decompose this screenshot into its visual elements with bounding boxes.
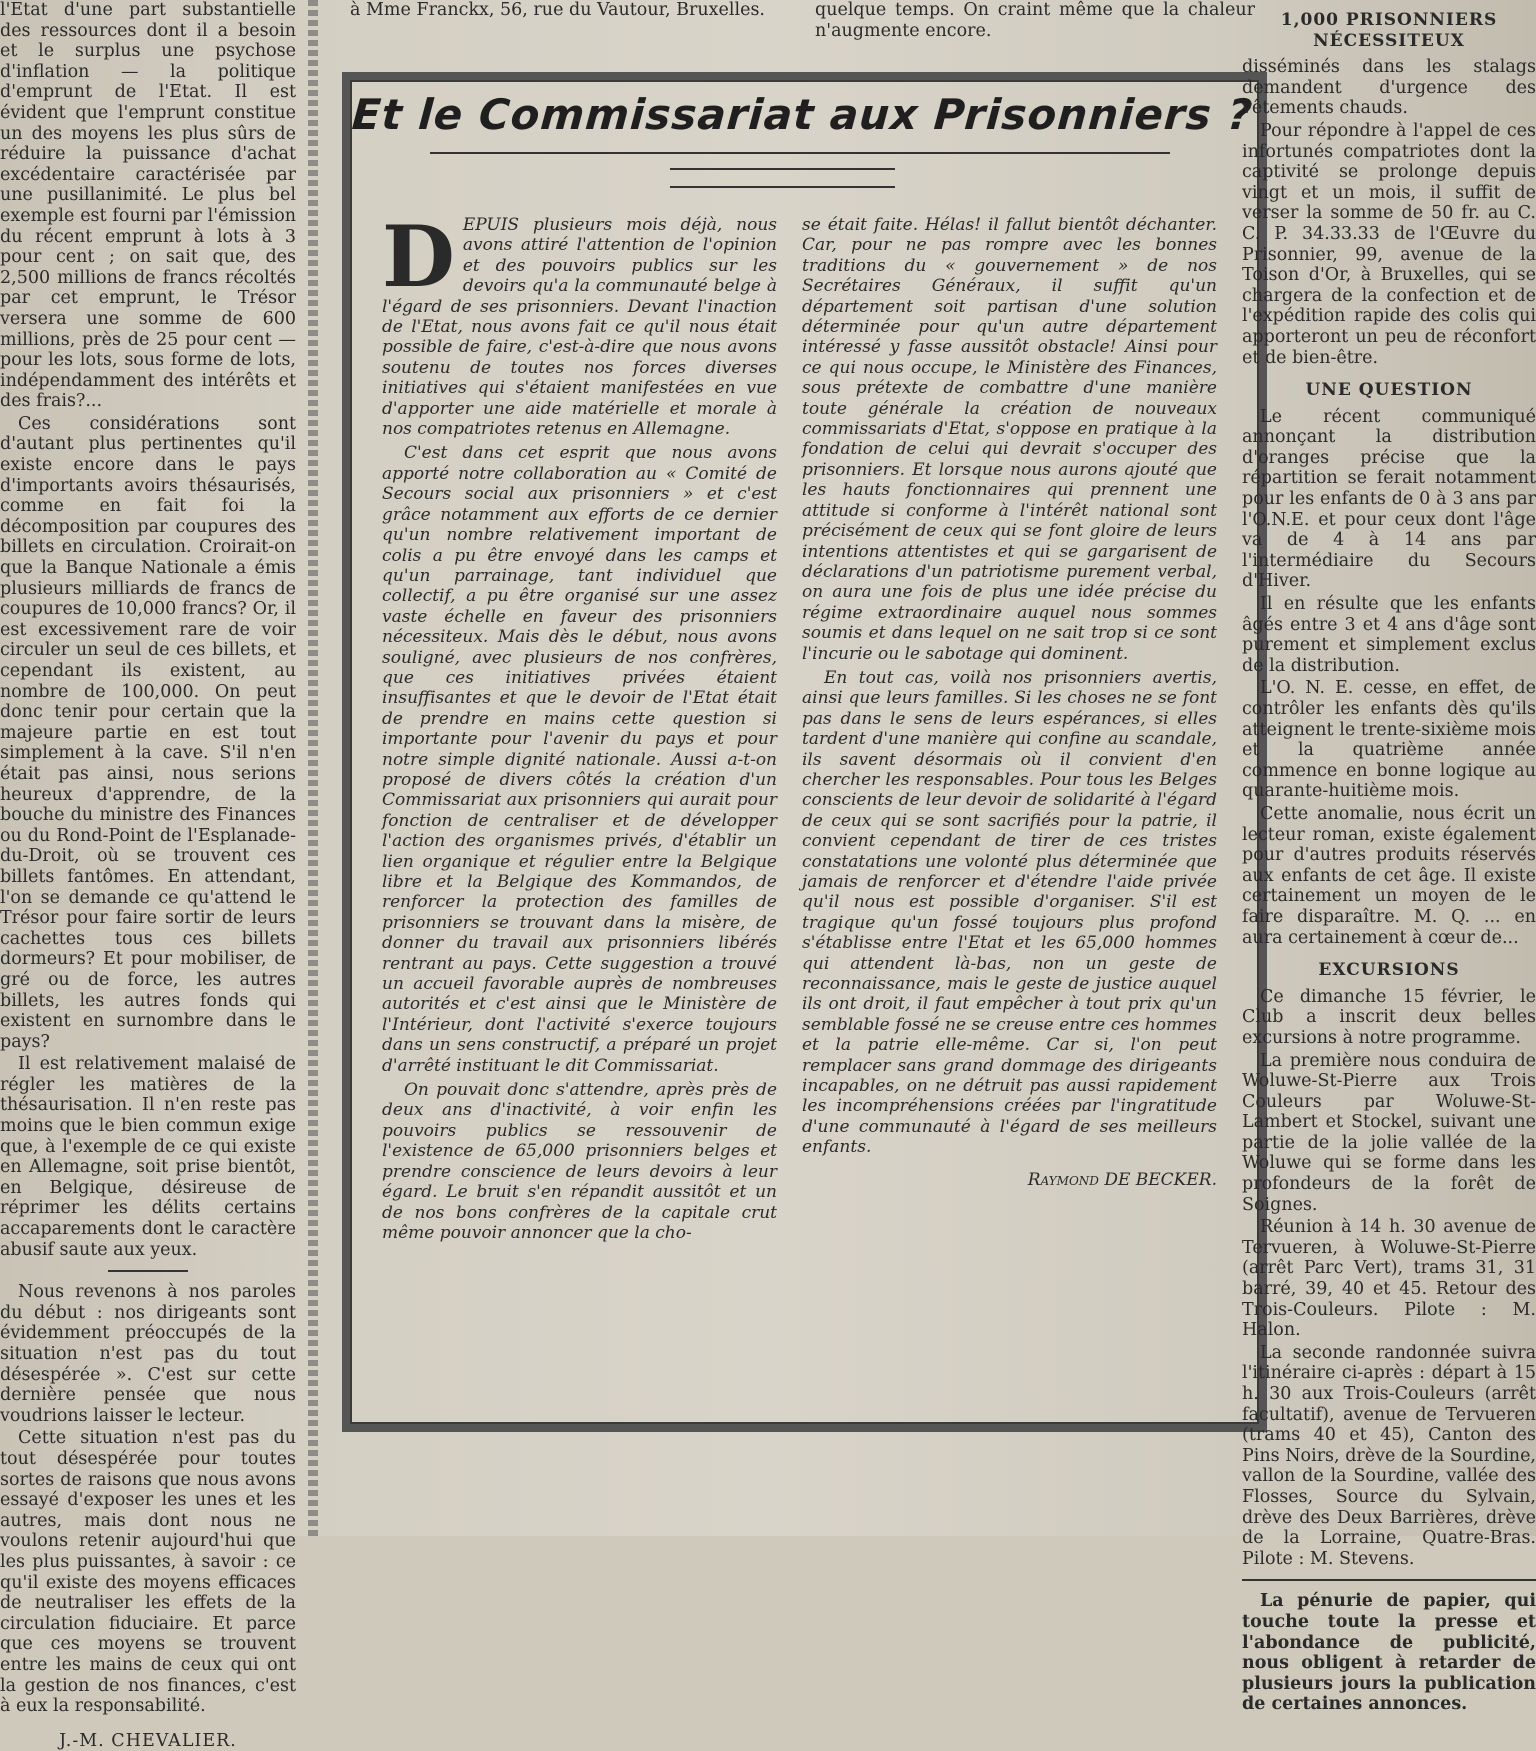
right-heading: UNE QUESTION: [1305, 380, 1473, 401]
left-paragraph: Ces considérations sont d'autant plus pertinentes qu'il existe encore dans le pays d'importants avoirs thésaurisés, comme en fait foi la décomposition par coupures des billets en circulation. Croirait-on que la Banque Nationale a émis plusieurs milliards de francs de coupures de 10,000 francs? Or, il est excessivement rare de voir circuler un seul de ces billets, et cependant ils existent, au nombre de 100,000. On peut donc tenir pour certain que la majeure partie en est tout simplement à la cave. S'il n'en était pas ainsi, nous serions heureux d'apprendre, de la bouche du ministre des Finances ou du Rond-Point de l'Esplanade-du-Droit, où se trouvent ces billets fantômes. En attendant, l'on se demande ce qu'attend le Trésor pour faire sortir de leurs cachettes tous ces billets dormeurs? Et pour mobiliser, de gré ou de force, les autres billets, les autres fonds qui existent en surnombre dans le pays?: [0, 413, 296, 1052]
section-divider: [1242, 1579, 1536, 1581]
right-paragraph: La pénurie de papier, qui touche toute la presse et l'abondance de publicité, nous obligent à retarder de plusieurs jours la publication de certaines annonces.: [1242, 1591, 1536, 1715]
title-underline: [430, 152, 1170, 154]
right-paragraph: Ce dimanche 15 février, le Club a inscrit deux belles excursions à notre programme.: [1242, 986, 1536, 1048]
title-ornament-rule: [670, 168, 895, 170]
top-fragment-text: quelque temps. On craint même que la chaleur n'augmente encore.: [815, 0, 1255, 41]
left-signature: J.-M. CHEVALIER.: [59, 1730, 237, 1751]
right-paragraph: Pour répondre à l'appel de ces infortunés compatriotes dont la captivité se prolonge depuis vingt et un mois, il suffit de verser la somme de 50 fr. au C. C. P. 34.33.33 de l'Œuvre du Prisonnier, 99, avenue de la Toison d'Or, à Bruxelles, qui se chargera de la confection et de l'expédition rapide des colis qui apporteront un peu de réconfort et de bien-être.: [1242, 120, 1536, 368]
right-paragraph: L'O. N. E. cesse, en effet, de contrôler les enfants dès qu'ils atteignent le trente-sixième mois et la quatrième année commence en bonne logique au quarante-huitième mois.: [1242, 678, 1536, 802]
left-column-article: [0, 0, 296, 1751]
article-paragraph: C'est dans cet esprit que nous avons apporté notre collaboration au « Comité de Secours social aux prisonniers » et c'est grâce notamment aux efforts de ce dernier qu'un nombre relativement important de colis a pu être envoyé dans les camps et qu'un parrainage, tant individuel que collectif, a pu être organisé sur une assez vaste échelle en faveur des prisonniers nécessiteux. Mais dès le début, nous avons souligné, avec plusieurs de nos confrères, que ces initiatives privées étaient insuffisantes et que le devoir de l'Etat était de prendre en mains cette question si importante pour l'avenir du pays et pour notre simple dignité nationale. Aussi a-t-on proposé de divers côtés la création d'un Commissariat aux prisonniers qui aurait pour fonction de centraliser et de développer l'action des organismes privés, d'établir un lien organique et régulier entre la Belgique libre et la Belgique des Kommandos, de renforcer la protection des familles de prisonniers se trouvant dans la misère, de donner du travail aux prisonniers libérés rentrant au pays. Cette suggestion a trouvé un accueil favorable auprès de nombreuses autorités et c'est ainsi que le Ministère de l'Intérieur, dont l'activité s'exerce toujours dans un sens constructif, a préparé un projet d'arrêté instituant le dit Commissariat.: [382, 443, 777, 1076]
title-ornament-rule: [670, 186, 895, 188]
right-paragraph: Cette anomalie, nous écrit un lecteur roman, existe également pour d'autres produits réservés aux enfants de cet âge. Il existe certainement un moyen de le faire disparaître. M. Q. ... en aura certainement à cœur de...: [1242, 803, 1536, 948]
right-column: [1242, 0, 1536, 1715]
right-heading: EXCURSIONS: [1318, 960, 1460, 981]
article-paragraph: En tout cas, voilà nos prisonniers avertis, ainsi que leurs familles. Si les choses ne se font pas dans le sens de leurs espérances, si elles tardent d'une manière qui confine au scandale, ils savent désormais où il convient d'en chercher les responsables. Pour tous les Belges conscients de leur devoir de solidarité à l'égard de ceux qui se sont sacrifiés pour la patrie, il convient cependant de tirer de ces tristes constatations une volonté plus déterminée que jamais de renforcer et d'étendre l'aide privée qu'il nous est possible d'organiser. S'il est tragique qu'un fossé toujours plus profond s'établisse entre l'Etat et les 65,000 hommes qui attendent là-bas, non un geste de reconnaissance, mais le geste de justice auquel ils ont droit, il faut empêcher à tout prix qu'un semblable fossé ne se creuse entre ces hommes et la patrie elle-même. Car si, l'on peut remplacer sans grand dommage des dirigeants incapables, on ne détruit pas aussi rapidement les incompréhensions créées par l'ingratitude d'une communauté à l'égard de ses meilleurs enfants.: [802, 667, 1217, 1158]
section-divider: [108, 1270, 188, 1272]
header-rule: [350, 72, 1240, 74]
right-heading: 1,000 PRISONNIERS NÉCESSITEUX: [1280, 10, 1498, 51]
column-separator: [308, 0, 318, 1536]
left-paragraph: Nous revenons à nos paroles du début : nos dirigeants sont évidemment préoccupés de la situation n'est pas du tout désespérée ». C'est sur cette dernière pensée que nous voudrions laisser le lecteur.: [0, 1282, 296, 1426]
article-paragraph: [382, 207, 777, 440]
right-paragraph: Il en résulte que les enfants âgés entre 3 et 4 ans d'âge sont purement et simplement exclus de la distribution.: [1242, 594, 1536, 676]
right-paragraph: Réunion à 14 h. 30 avenue de Tervueren, à Woluwe-St-Pierre (arrêt Parc Vert), trams 31, 31 barré, 39, 40 et 45. Retour des Trois-Couleurs. Pilote : M. Halon.: [1242, 1217, 1536, 1341]
left-paragraph: l'Etat d'une part substantielle des ressources dont il a besoin et le surplus une psychose d'inflation — la politique d'emprunt de l'Etat. Il est évident que l'emprunt constitue un des moyens les plus sûrs de réduire la puissance d'achat excédentaire caractérisée par une pusillanimité. Le plus bel exemple est fourni par l'émission du récent emprunt à lots à 3 pour cent ; on sait que, des 2,500 millions de francs récoltés par cet emprunt, le Trésor versera une somme de 600 millions, près de 25 pour cent — pour les lots, sous forme de lots, indépendamment des intérêts et des frais?...: [0, 0, 296, 412]
right-paragraph: disséminés dans les stalags demandent d'urgence des vêtements chauds.: [1242, 57, 1536, 119]
left-paragraph: Cette situation n'est pas du tout désespérée pour toutes sortes de raisons que nous avons essayé d'exposer les unes et les autres, mais dont nous ne voulons retenir aujourd'hui que les plus puissantes, à savoir : ce qu'il existe des moyens efficaces de neutraliser les effets de la circulation fiduciaire. Et parce que ces moyens se trouvent entre les mains de ceux qui ont la gestion de nos finances, c'est à eux la responsabilité.: [0, 1428, 296, 1717]
article-paragraph: On pouvait donc s'attendre, après près de deux ans d'inactivité, à voir enfin les pouvoirs publics se ressouvenir de l'existence de 65,000 prisonniers belges et prendre conscience de leurs devoirs à leur égard. Le bruit s'en répandit aussitôt et un de nos bons confrères de la capitale crut même pouvoir annoncer que la cho-: [382, 1080, 777, 1243]
article-column-2: [802, 215, 1217, 1190]
article-title: Et le Commissariat aux Prisonniers ?: [350, 90, 1255, 139]
article-paragraph: se était faite. Hélas! il fallut bientôt déchanter. Car, pour ne pas rompre avec les bonnes traditions du « gouvernement » de nos Secrétaires Généraux, il suffit qu'un département soit partisan d'une solution déterminée pour qu'un autre département intéressé y fasse aussitôt obstacle! Ainsi pour ce qui nous occupe, le Ministère des Finances, sous prétexte de combattre d'une manière toute générale la création de nouveaux commissariats d'Etat, s'oppose en pratique à la fondation de celui qui devrait s'occuper des prisonniers. Et lorsque nous aurons ajouté que les hauts fonctionnaires qui prennent une attitude si conforme à l'intérêt national sont précisément de ceux qui se font gloire de leurs intentions attentistes et qui se gargarisent de déclarations d'un patriotisme purement verbal, on aura une fois de plus une idée précise du régime extraordinaire auquel nous sommes soumis et dans lequel on ne sait trop si ce sont l'incurie ou le sabotage qui dominent.: [802, 215, 1217, 664]
right-paragraph: Le récent communiqué annonçant la distribution d'oranges précise que la répartition se ferait notamment pour les enfants de 0 à 3 ans par l'O.N.E. et pour ceux dont l'âge va de 4 à 14 ans par l'intermédiaire du Secours d'Hiver.: [1242, 406, 1536, 592]
top-fragment-right: [815, 0, 1255, 40]
article-paragraph-text: EPUIS plusieurs mois déjà, nous avons attiré l'attention de l'opinion et des pouvoirs publics sur les devoirs qu'a la communauté belge à l'égard de ses prisonniers. Devant l'inaction de l'Etat, nous avons fait ce qu'il nous était possible de faire, c'est-à-dire que nous avons soutenu de toutes nos forces diverses initiatives qui s'étaient manifestées en vue d'apporter une aide matérielle et morale à nos compatriotes retenus en Allemagne.: [382, 215, 777, 440]
right-paragraph: La seconde randonnée suivra l'itinéraire ci-après : départ à 15 h. 30 aux Trois-Couleurs (arrêt facultatif), avenue de Tervueren (trams 40 et 45), Canton des Pins Noirs, drève de la Sourdine, vallon de la Sourdine, vallée des Flosses, Source du Sylvain, drève des Deux Barrières, drève de la Lorraine, Quatre-Bras. Pilote : M. Stevens.: [1242, 1342, 1536, 1569]
article-byline: Raymond DE BECKER.: [1027, 1169, 1217, 1190]
left-paragraph: Il est relativement malaisé de régler les matières de la thésaurisation. Il n'en reste pas moins que le bien commun exige que, à l'exemple de ce qui existe en Allemagne, soit prise bientôt, en Belgique, désireuse de réprimer les délits certains accaparements dont le caractère abusif saute aux yeux.: [0, 1054, 296, 1260]
right-paragraph: La première nous conduira de Woluwe-St-Pierre aux Trois Couleurs par Woluwe-St-Lambert et Stockel, suivant une partie de la jolie vallée de la Woluwe qui se forme dans les profondeurs de la forêt de Soignes.: [1242, 1050, 1536, 1215]
drop-cap: D: [382, 207, 455, 306]
top-fragment-text: à Mme Franckx, 56, rue du Vautour, Bruxelles.: [350, 0, 765, 20]
top-fragment-left: [350, 0, 780, 60]
article-column-1: [382, 207, 777, 1247]
